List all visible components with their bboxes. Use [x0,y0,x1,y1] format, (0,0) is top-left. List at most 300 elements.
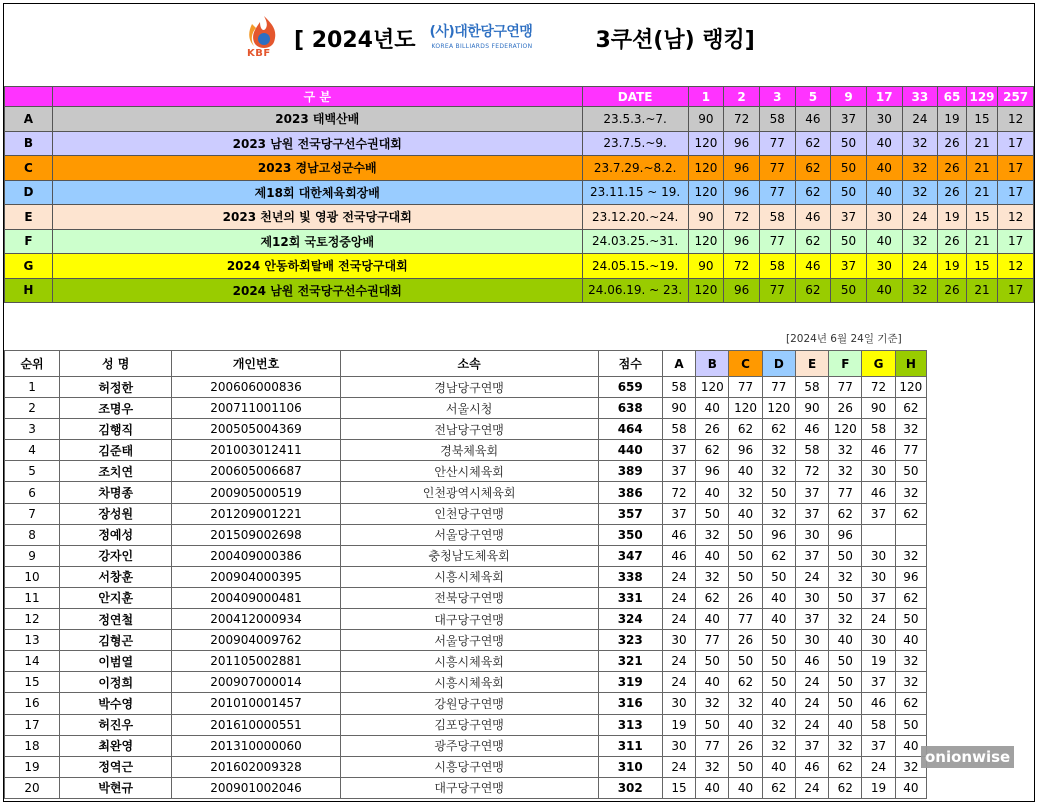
tournament-score: 50 [829,651,862,672]
table-row [5,545,927,566]
tournament-score: 46 [795,756,828,777]
table-row [5,609,927,630]
rank-number: 16 [5,693,60,714]
tournament-date: 24.05.15.~19. [582,254,688,279]
tournament-score: 37 [662,503,695,524]
tournament-date: 24.06.19. ~ 23. [582,278,688,303]
tournament-table-body [5,87,1034,303]
tournament-points: 120 [688,229,724,254]
tournament-score: 37 [662,440,695,461]
tournament-points: 21 [966,156,998,181]
table-row [5,440,927,461]
tournament-score: 62 [696,440,729,461]
title-year: [ 2024년도 [294,27,416,53]
tournament-points: 72 [724,205,760,230]
player-id: 200409000386 [172,545,340,566]
rank-number: 18 [5,735,60,756]
federation-name: (사)대한당구연맹 [429,24,533,40]
player-id: 201003012411 [172,440,340,461]
tournament-score: 90 [795,398,828,419]
tournament-points: 50 [831,278,867,303]
tournament-score: 32 [696,756,729,777]
tournament-score: 58 [662,419,695,440]
tournament-score: 32 [829,440,862,461]
tournament-header-rank: 5 [795,87,831,107]
tournament-score: 120 [829,419,862,440]
tournament-score: 62 [895,398,926,419]
tournament-points: 30 [866,254,902,279]
tournament-score: 32 [762,735,795,756]
player-id: 200505004369 [172,419,340,440]
tournament-score: 24 [795,777,828,798]
player-id: 200409000481 [172,587,340,608]
tournament-points: 50 [831,156,867,181]
tournament-key: E [5,205,53,230]
player-affiliation: 대구당구연맹 [340,609,598,630]
ranking-header-tournament: A [662,351,695,377]
tournament-points: 30 [866,107,902,132]
tournament-score: 30 [662,693,695,714]
tournament-score: 19 [862,777,895,798]
rank-number: 12 [5,609,60,630]
tournament-score: 24 [795,693,828,714]
tournament-score: 50 [895,461,926,482]
player-affiliation: 시흥시체육회 [340,651,598,672]
tournament-score: 50 [829,672,862,693]
tournament-score: 50 [762,630,795,651]
player-name: 조치연 [60,461,172,482]
tournament-score: 32 [895,672,926,693]
rank-number: 6 [5,482,60,503]
tournament-score: 32 [895,482,926,503]
tournament-score: 24 [795,714,828,735]
table-row [5,503,927,524]
tournament-points: 120 [688,180,724,205]
player-name: 이범열 [60,651,172,672]
player-name: 안지훈 [60,587,172,608]
tournament-points: 32 [902,278,938,303]
tournament-key: D [5,180,53,205]
player-id: 200606000836 [172,377,340,398]
tournament-score: 30 [862,630,895,651]
tournament-score: 37 [862,503,895,524]
table-row [5,377,927,398]
tournament-row [5,229,1034,254]
total-score: 319 [598,672,662,693]
tournament-score: 30 [862,461,895,482]
rank-number: 13 [5,630,60,651]
tournament-score: 50 [696,503,729,524]
player-id: 201602009328 [172,756,340,777]
total-score: 323 [598,630,662,651]
player-affiliation: 인천광역시체육회 [340,482,598,503]
tournament-points: 21 [966,180,998,205]
player-affiliation: 전남당구연맹 [340,419,598,440]
tournament-header-label: 구 분 [52,87,582,107]
tournament-header-rank: 65 [938,87,967,107]
rank-number: 15 [5,672,60,693]
tournament-key: F [5,229,53,254]
tournament-points: 12 [998,254,1034,279]
tournament-key: B [5,131,53,156]
player-id: 200711001106 [172,398,340,419]
tournament-score: 24 [862,609,895,630]
tournament-score: 26 [696,419,729,440]
tournament-score: 62 [895,587,926,608]
table-row [5,398,927,419]
tournament-score: 37 [862,587,895,608]
player-id: 201610000551 [172,714,340,735]
player-name: 서창훈 [60,566,172,587]
player-name: 강자인 [60,545,172,566]
tournament-points: 24 [902,254,938,279]
tournament-score: 32 [829,566,862,587]
tournament-points: 26 [938,131,967,156]
tournament-points: 21 [966,229,998,254]
tournament-score: 40 [762,756,795,777]
tournament-score: 62 [762,419,795,440]
tournament-score: 62 [895,503,926,524]
player-id: 200904000395 [172,566,340,587]
tournament-header-row [5,87,1034,107]
tournament-score: 50 [729,524,762,545]
tournament-score: 62 [762,777,795,798]
tournament-score: 40 [696,398,729,419]
federation-logo [429,21,581,55]
tournament-points: 17 [998,278,1034,303]
tournament-score: 62 [829,503,862,524]
tournament-row [5,156,1034,181]
tournament-points: 32 [902,156,938,181]
tournament-score: 72 [662,482,695,503]
tournament-score: 40 [895,630,926,651]
tournament-score: 37 [795,609,828,630]
tournament-score: 24 [662,566,695,587]
tournament-score: 50 [762,566,795,587]
tournament-points: 26 [938,180,967,205]
tournament-points: 77 [759,229,795,254]
tournament-points: 40 [866,278,902,303]
tournament-score: 40 [696,545,729,566]
table-row [5,735,927,756]
tournament-row [5,131,1034,156]
tournament-score: 50 [696,651,729,672]
tournament-points: 12 [998,205,1034,230]
table-row [5,777,927,798]
tournament-points: 46 [795,107,831,132]
tournament-score: 37 [795,503,828,524]
tournament-score: 24 [662,651,695,672]
tournament-score: 58 [662,377,695,398]
tournament-score: 24 [795,672,828,693]
tournament-score: 32 [895,756,926,777]
rank-number: 19 [5,756,60,777]
tournament-score: 77 [729,609,762,630]
table-row [5,651,927,672]
tournament-score: 40 [696,777,729,798]
tournament-score: 32 [729,693,762,714]
tournament-score: 46 [862,693,895,714]
title-category: 3쿠션(남) 랭킹] [595,27,755,53]
ranking-header-rank: 순위 [5,351,60,377]
ranking-header-tournament: H [895,351,926,377]
player-affiliation: 강원당구연맹 [340,693,598,714]
tournament-points: 19 [938,254,967,279]
tournament-points: 120 [688,278,724,303]
tournament-score: 32 [829,461,862,482]
tournament-header-rank: 2 [724,87,760,107]
federation-english-name: KOREA BILLIARDS FEDERATION [431,43,533,50]
total-score: 347 [598,545,662,566]
player-id: 201209001221 [172,503,340,524]
tournament-key: H [5,278,53,303]
tournament-score: 50 [696,714,729,735]
ranking-header-name: 성 명 [60,351,172,377]
tournament-score: 120 [762,398,795,419]
tournament-score [862,524,895,545]
tournament-key: G [5,254,53,279]
tournament-score: 40 [895,777,926,798]
player-id: 201105002881 [172,651,340,672]
tournament-score: 32 [696,566,729,587]
tournament-score: 62 [696,587,729,608]
tournament-points: 50 [831,131,867,156]
tournament-score: 30 [862,566,895,587]
tournament-points: 46 [795,254,831,279]
tournament-points: 77 [759,156,795,181]
player-name: 김형곤 [60,630,172,651]
tournament-score: 46 [862,482,895,503]
tournament-score: 77 [762,377,795,398]
tournament-header-rank: 33 [902,87,938,107]
rank-number: 2 [5,398,60,419]
tournament-score: 32 [762,714,795,735]
table-row [5,587,927,608]
player-name: 허정한 [60,377,172,398]
total-score: 316 [598,693,662,714]
tournament-score: 32 [696,524,729,545]
ranking-header-tournament: G [862,351,895,377]
tournament-score: 40 [729,714,762,735]
tournament-points: 58 [759,205,795,230]
tournament-score: 26 [729,630,762,651]
tournament-points: 12 [998,107,1034,132]
tournament-points: 58 [759,254,795,279]
player-affiliation: 안산시체육회 [340,461,598,482]
player-affiliation: 시흥당구연맹 [340,756,598,777]
rank-number: 11 [5,587,60,608]
table-row [5,630,927,651]
ranking-header-score: 점수 [598,351,662,377]
player-name: 최완영 [60,735,172,756]
tournament-score: 32 [762,461,795,482]
tournament-header-rank: 1 [688,87,724,107]
ranking-header-tournament: F [829,351,862,377]
tournament-points: 77 [759,180,795,205]
tournament-points: 90 [688,205,724,230]
total-score: 338 [598,566,662,587]
tournament-score: 77 [829,377,862,398]
tournament-points: 37 [831,107,867,132]
tournament-score: 30 [795,630,828,651]
total-score: 389 [598,461,662,482]
tournament-score: 19 [662,714,695,735]
total-score: 324 [598,609,662,630]
tournament-points: 72 [724,107,760,132]
player-name: 정예성 [60,524,172,545]
tournament-points: 24 [902,107,938,132]
tournament-points: 50 [831,180,867,205]
tournament-score: 50 [895,609,926,630]
tournament-score: 40 [696,672,729,693]
tournament-score: 24 [795,566,828,587]
tournament-name: 2023 태백산배 [52,107,582,132]
tournament-score: 26 [729,735,762,756]
tournament-score: 24 [862,756,895,777]
tournament-score: 32 [895,419,926,440]
tournament-score: 50 [829,587,862,608]
tournament-key: C [5,156,53,181]
tournament-score: 24 [662,672,695,693]
tournament-score: 40 [729,461,762,482]
ranking-header-tournament: D [762,351,795,377]
tournament-score: 77 [895,440,926,461]
total-score: 386 [598,482,662,503]
tournament-points: 96 [724,156,760,181]
tournament-points: 19 [938,107,967,132]
tournament-score: 37 [795,735,828,756]
tournament-name: 2024 안동하회탈배 전국당구대회 [52,254,582,279]
tournament-date: 24.03.25.~31. [582,229,688,254]
player-id: 200412000934 [172,609,340,630]
tournament-points: 62 [795,131,831,156]
table-row [5,461,927,482]
tournament-name: 2023 천년의 빛 영광 전국당구대회 [52,205,582,230]
tournament-points: 19 [938,205,967,230]
tournament-score: 72 [862,377,895,398]
tournament-score: 30 [662,735,695,756]
tournament-score: 58 [862,714,895,735]
tournament-score: 90 [862,398,895,419]
tournament-points: 15 [966,205,998,230]
player-affiliation: 시흥시체육회 [340,566,598,587]
tournament-score: 96 [762,524,795,545]
tournament-score: 40 [696,482,729,503]
tournament-score: 26 [729,587,762,608]
tournament-points: 96 [724,229,760,254]
tournament-score: 32 [762,440,795,461]
tournament-points: 37 [831,205,867,230]
tournament-points: 26 [938,229,967,254]
ranking-header-id: 개인번호 [172,351,340,377]
ranking-header-org: 소속 [340,351,598,377]
player-name: 차명종 [60,482,172,503]
tournament-points: 21 [966,278,998,303]
tournament-points: 62 [795,278,831,303]
player-affiliation: 인천당구연맹 [340,503,598,524]
tournament-points: 26 [938,278,967,303]
tournament-points: 40 [866,156,902,181]
tournament-score: 58 [795,440,828,461]
tournament-score: 62 [729,419,762,440]
tournament-table [4,86,1034,303]
tournament-points: 77 [759,131,795,156]
tournament-points: 17 [998,229,1034,254]
player-affiliation: 충청남도체육회 [340,545,598,566]
rank-number: 8 [5,524,60,545]
tournament-score: 40 [829,630,862,651]
tournament-points: 96 [724,278,760,303]
tournament-name: 2023 경남고성군수배 [52,156,582,181]
ranking-table [4,350,927,799]
tournament-points: 50 [831,229,867,254]
tournament-score: 24 [662,756,695,777]
tournament-score: 24 [662,609,695,630]
tournament-points: 17 [998,131,1034,156]
tournament-points: 30 [866,205,902,230]
player-affiliation: 경남당구연맹 [340,377,598,398]
tournament-date: 23.7.5.~9. [582,131,688,156]
tournament-score: 50 [729,756,762,777]
watermark: onionwise [921,746,1014,768]
tournament-points: 62 [795,229,831,254]
ranking-table-body [5,351,927,799]
player-id: 200907000014 [172,672,340,693]
tournament-points: 96 [724,180,760,205]
table-row [5,672,927,693]
tournament-points: 96 [724,131,760,156]
tournament-points: 90 [688,254,724,279]
tournament-score: 40 [729,777,762,798]
tournament-score: 40 [696,609,729,630]
tournament-score: 96 [696,461,729,482]
tournament-score: 32 [829,735,862,756]
tournament-score: 50 [762,651,795,672]
tournament-score: 37 [662,461,695,482]
player-name: 장성원 [60,503,172,524]
tournament-score: 40 [762,693,795,714]
tournament-score: 30 [662,630,695,651]
tournament-points: 26 [938,156,967,181]
player-name: 허진우 [60,714,172,735]
tournament-score: 40 [895,735,926,756]
total-score: 331 [598,587,662,608]
tournament-score: 32 [762,503,795,524]
rank-number: 17 [5,714,60,735]
tournament-date: 23.5.3.~7. [582,107,688,132]
tournament-score: 32 [895,545,926,566]
tournament-points: 15 [966,107,998,132]
total-score: 659 [598,377,662,398]
player-affiliation: 광주당구연맹 [340,735,598,756]
tournament-score: 50 [729,651,762,672]
tournament-points: 46 [795,205,831,230]
tournament-score: 46 [662,524,695,545]
ranking-header-row [5,351,927,377]
table-row [5,566,927,587]
tournament-score: 62 [729,672,762,693]
tournament-name: 2023 남원 전국당구선수권대회 [52,131,582,156]
player-affiliation: 시흥시체육회 [340,672,598,693]
player-affiliation: 서울당구연맹 [340,630,598,651]
tournament-score: 30 [862,545,895,566]
tournament-score: 62 [829,777,862,798]
tournament-score: 50 [729,566,762,587]
tournament-score: 32 [895,651,926,672]
tournament-score [895,524,926,545]
player-name: 조명우 [60,398,172,419]
table-row [5,756,927,777]
